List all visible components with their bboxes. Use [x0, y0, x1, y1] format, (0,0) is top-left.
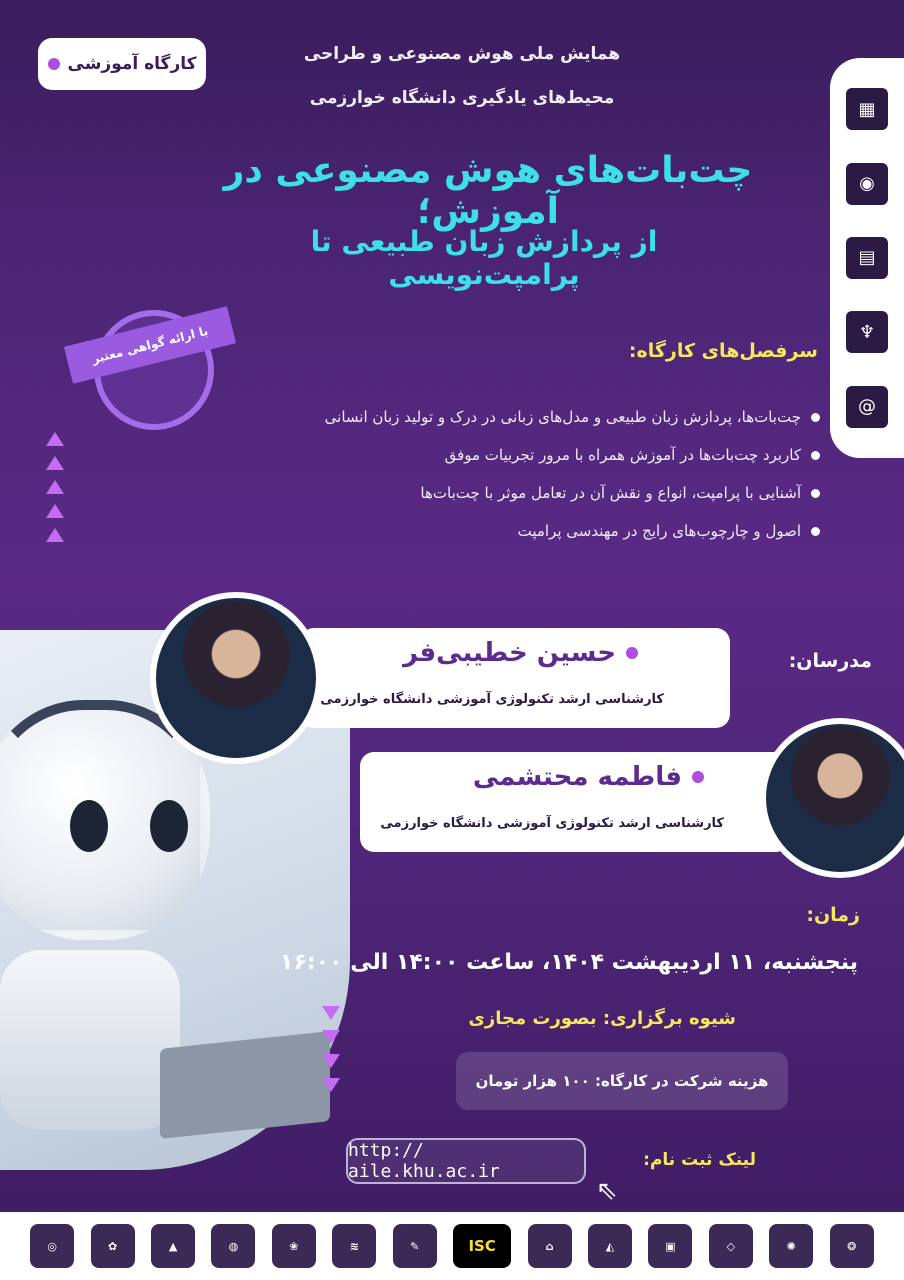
- partner-logo-icon: ✺: [769, 1224, 813, 1268]
- topics-heading: سرفصل‌های کارگاه:: [628, 340, 818, 362]
- registration-link[interactable]: [346, 1138, 586, 1184]
- workshop-badge-label: کارگاه آموزشی: [67, 54, 197, 74]
- instructor-title: کارشناسی ارشد تکنولوژی آموزشی دانشگاه خوارزمی: [380, 816, 724, 831]
- certificate-ribbon: با ارائه گواهی معتبر: [64, 306, 236, 384]
- instructor-name-row: [473, 762, 704, 792]
- robot-eye: [150, 800, 188, 852]
- robot-body: [0, 950, 180, 1130]
- instructor-photo: [150, 592, 322, 764]
- registration-url[interactable]: http:// aile.khu.ac.ir: [348, 1140, 500, 1182]
- partner-logo-icon: ⌂: [528, 1224, 572, 1268]
- sub-title: از پردازش زبان طبیعی تا پرامپت‌نویسی: [310, 225, 658, 291]
- partner-logo-icon: ≋: [332, 1224, 376, 1268]
- dot-icon: [692, 771, 704, 783]
- dot-icon: [626, 647, 638, 659]
- partner-logo-icon: ❀: [272, 1224, 316, 1268]
- decorative-triangles: [322, 1006, 340, 1092]
- conference-line-1: همایش ملی هوش مصنوعی و طراحی: [303, 44, 621, 64]
- badge-dot-icon: [48, 58, 60, 70]
- triangle-icon: [46, 432, 64, 446]
- partner-logo-icon: ▣: [648, 1224, 692, 1268]
- list-item: [220, 398, 820, 436]
- fee-box: [456, 1052, 788, 1110]
- instructors-label: مدرسان:: [788, 650, 872, 672]
- bullet-icon: [811, 489, 820, 498]
- list-item: [220, 436, 820, 474]
- triangle-icon: [46, 528, 64, 542]
- topic-text: چت‌بات‌ها، پردازش زبان طبیعی و مدل‌های زبانی در درک و تولید زبان انسانی: [324, 408, 801, 426]
- fee-text: هزینه شرکت در کارگاه: ۱۰۰ هزار تومان: [475, 1072, 769, 1090]
- organization-logo-icon: ◉: [846, 163, 888, 205]
- bullet-icon: [811, 413, 820, 422]
- triangle-icon: [322, 1078, 340, 1092]
- instructor-name: حسین خطیبی‌فر: [402, 638, 616, 668]
- triangle-icon: [322, 1030, 340, 1044]
- instructor-title: کارشناسی ارشد تکنولوژی آموزشی دانشگاه خوارزمی: [320, 692, 664, 707]
- e-learning-logo-icon: @: [846, 386, 888, 428]
- instructor-card: [360, 752, 790, 852]
- time-label: زمان:: [806, 904, 860, 926]
- topic-text: کاربرد چت‌بات‌ها در آموزش همراه با مرور تجربیات موفق: [444, 446, 801, 464]
- partner-logo-icon: ◎: [30, 1224, 74, 1268]
- instructor-name: فاطمه محتشمی: [472, 762, 682, 792]
- decorative-triangles: [46, 432, 64, 542]
- triangle-icon: [46, 480, 64, 494]
- list-item: [220, 512, 820, 550]
- partner-logo-icon: ◇: [709, 1224, 753, 1268]
- topics-list: [220, 398, 820, 550]
- main-title: چت‌بات‌های هوش مصنوعی در آموزش؛: [223, 150, 753, 232]
- university-logo-icon: ▦: [846, 88, 888, 130]
- partner-logo-icon: ◭: [588, 1224, 632, 1268]
- list-item: [220, 474, 820, 512]
- cursor-click-icon: ⇖: [596, 1176, 618, 1206]
- sponsor-logo-column: [830, 58, 904, 458]
- delivery-mode: شیوه برگزاری: بصورت مجازی: [468, 1008, 736, 1029]
- topic-text: آشنایی با پرامپت، انواع و نقش آن در تعامل موثر با چت‌بات‌ها: [420, 484, 801, 502]
- instructor-photo: [760, 718, 904, 878]
- triangle-icon: [46, 504, 64, 518]
- instructor-name-row: [403, 638, 638, 668]
- partner-logo-icon: ✎: [393, 1224, 437, 1268]
- triangle-icon: [322, 1006, 340, 1020]
- conference-line-2: محیط‌های یادگیری دانشگاه خوارزمی: [309, 88, 615, 108]
- partner-logo-icon: ◍: [211, 1224, 255, 1268]
- partner-logo-icon: ❂: [830, 1224, 874, 1268]
- emblem-logo-icon: ♆: [846, 311, 888, 353]
- triangle-icon: [46, 456, 64, 470]
- triangle-icon: [322, 1054, 340, 1068]
- workshop-badge: [38, 38, 206, 90]
- time-value: پنجشنبه، ۱۱ اردیبهشت ۱۴۰۴، ساعت ۱۴:۰۰ الی ۱۶:۰۰: [280, 950, 858, 975]
- laptop-illustration: [160, 1031, 330, 1139]
- partner-logo-icon: ✿: [91, 1224, 135, 1268]
- isc-logo: ISC: [453, 1224, 511, 1268]
- partner-logo-icon: ▲: [151, 1224, 195, 1268]
- topic-text: اصول و چارچوب‌های رایج در مهندسی پرامپت: [517, 522, 801, 540]
- instructor-card: [300, 628, 730, 728]
- bullet-icon: [811, 527, 820, 536]
- bullet-icon: [811, 451, 820, 460]
- partner-logos-footer: [0, 1212, 904, 1280]
- robot-eye: [70, 800, 108, 852]
- faculty-logo-icon: ▤: [846, 237, 888, 279]
- registration-label: لینک ثبت نام:: [643, 1150, 756, 1170]
